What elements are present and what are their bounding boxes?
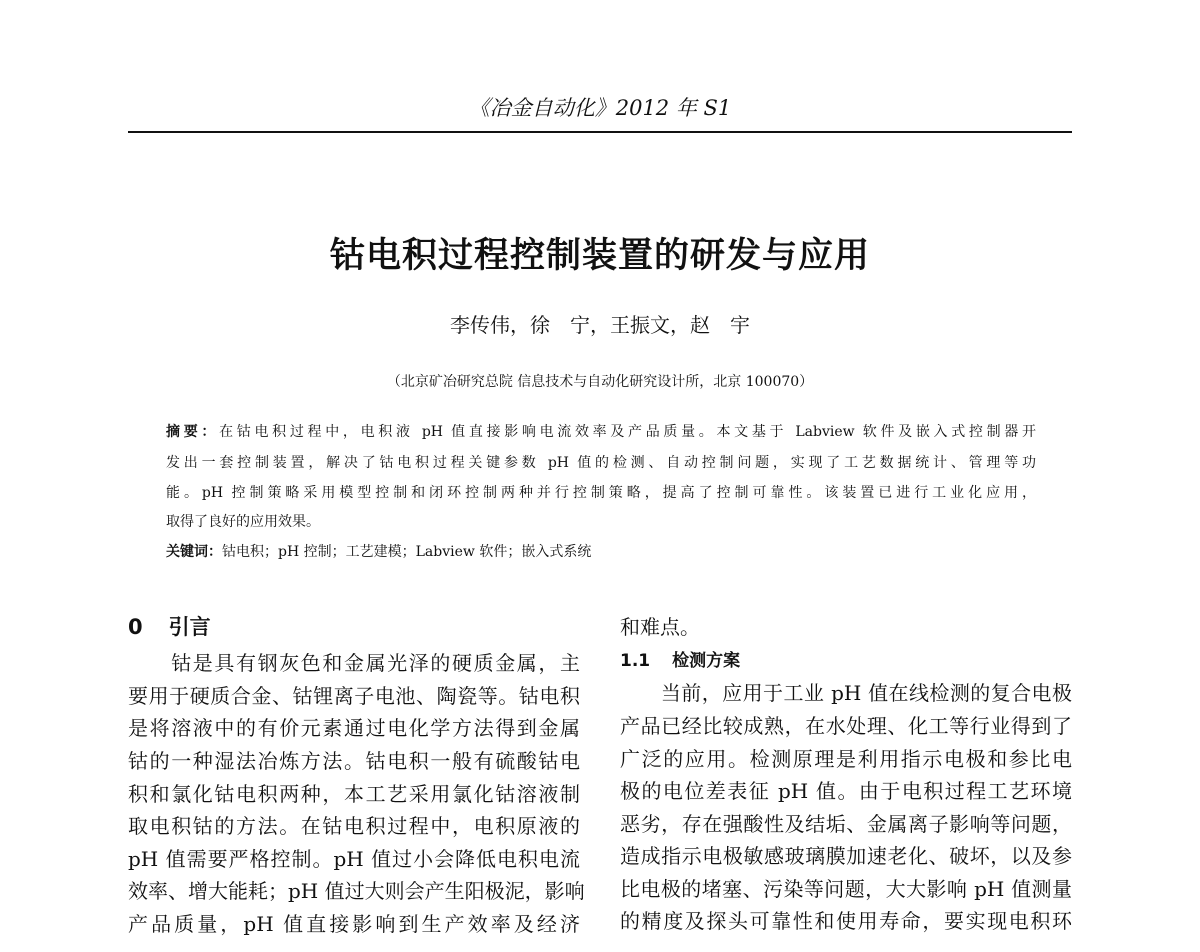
paper-title: 钴电积过程控制装置的研发与应用 bbox=[329, 236, 870, 276]
body-line: 钴是具有钢灰色和金属光泽的硬质金属，主 bbox=[128, 651, 580, 675]
abstract-label: 摘要： bbox=[166, 424, 220, 440]
body-line: 和难点。 bbox=[620, 615, 700, 639]
body-line: 广泛的应用。检测原理是利用指示电极和参比电 bbox=[620, 747, 1072, 771]
subsection-title: 检测方案 bbox=[672, 651, 741, 671]
abstract-text: 在钴电积过程中，电积液 pH 值直接影响电流效率及产品质量。本文基于 Labview 软件及嵌入式控制器开 bbox=[219, 424, 1037, 440]
body-line: 积和氯化钴电积两种，本工艺采用氯化钴溶液制 bbox=[128, 782, 580, 806]
body-line: 恶劣，存在强酸性及结垢、金属离子影响等问题， bbox=[620, 812, 1072, 836]
subsection-heading bbox=[620, 650, 740, 672]
body-line: 要用于硬质合金、钴锂离子电池、陶瓷等。钴电积 bbox=[128, 684, 580, 708]
keywords-text: 钴电积；pH 控制；工艺建模；Labview 软件；嵌入式系统 bbox=[222, 544, 592, 560]
journal-header: 《冶金自动化》2012 年 S1 bbox=[468, 96, 732, 120]
section-number: 0 bbox=[128, 615, 143, 639]
body-line: 当前，应用于工业 pH 值在线检测的复合电极 bbox=[620, 681, 1072, 705]
abstract-line bbox=[166, 424, 1036, 440]
body-line: 产品质量，pH 值直接影响到生产效率及经济 bbox=[128, 912, 580, 936]
body-line: 效率、增大能耗；pH 值过大则会产生阳极泥，影响 bbox=[128, 879, 585, 903]
body-line: 是将溶液中的有价元素通过电化学方法得到金属 bbox=[128, 716, 580, 740]
body-line: 比电极的堵塞、污染等问题，大大影响 pH 值测量 bbox=[620, 877, 1072, 901]
keywords-label: 关键词： bbox=[166, 544, 222, 560]
body-line: 钴的一种湿法冶炼方法。钴电积一般有硫酸钴电 bbox=[128, 749, 580, 773]
section-title: 引言 bbox=[168, 615, 211, 639]
abstract-line: 能。pH 控制策略采用模型控制和闭环控制两种并行控制策略，提高了控制可靠性。该装置已进行工业化应用， bbox=[166, 485, 1036, 501]
body-line: pH 值需要严格控制。pH 值过小会降低电积电流 bbox=[128, 847, 580, 871]
body-line: 的精度及探头可靠性和使用寿命，要实现电积环 bbox=[620, 909, 1072, 933]
body-line: 造成指示电极敏感玻璃膜加速老化、破坏，以及参 bbox=[620, 844, 1072, 868]
body-line: 取电积钴的方法。在钴电积过程中，电积原液的 bbox=[128, 814, 580, 838]
keywords bbox=[166, 544, 1036, 560]
abstract-line: 发出一套控制装置，解决了钴电积过程关键参数 pH 值的检测、自动控制问题，实现了工艺数据统计、管理等功 bbox=[166, 455, 1036, 471]
affiliation: （北京矿冶研究总院 信息技术与自动化研究设计所，北京 100070） bbox=[386, 374, 814, 390]
subsection-number: 1.1 bbox=[620, 651, 651, 671]
abstract-line: 取得了良好的应用效果。 bbox=[166, 514, 320, 530]
header-rule bbox=[128, 131, 1072, 133]
authors: 李传伟，徐 宁，王振文，赵 宇 bbox=[450, 313, 750, 337]
body-line: 产品已经比较成熟，在水处理、化工等行业得到了 bbox=[620, 714, 1072, 738]
section-heading bbox=[128, 616, 211, 638]
body-line: 极的电位差表征 pH 值。由于电积过程工艺环境 bbox=[620, 779, 1072, 803]
